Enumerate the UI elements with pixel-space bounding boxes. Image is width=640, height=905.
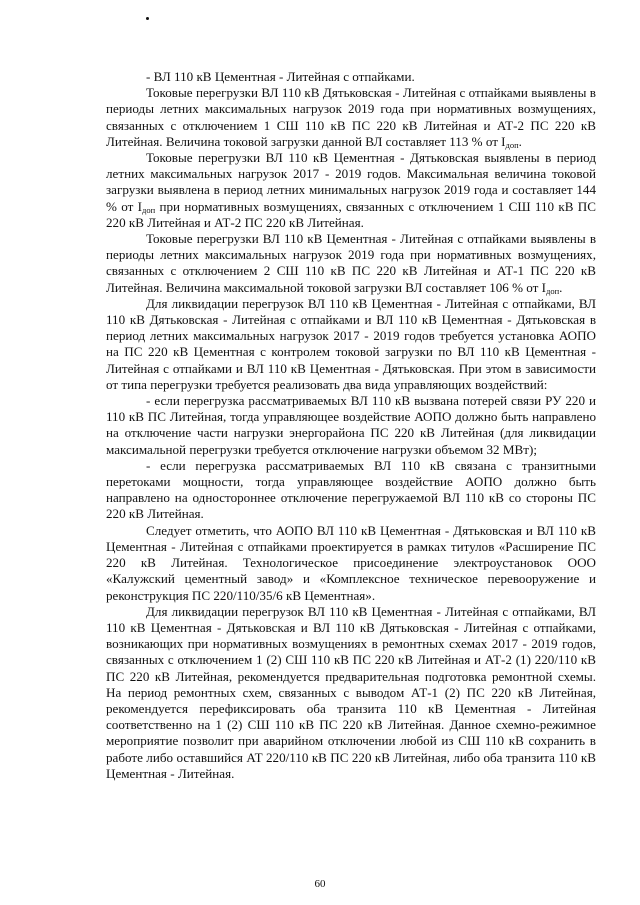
paragraph-1-text: - ВЛ 110 кВ Цементная - Литейная с отпайками. xyxy=(146,69,415,84)
paragraph-2-text: Токовые перегрузки ВЛ 110 кВ Дятьковская - Литейная с отпайками выявлены в периоды летних максимальных нагрузок 2019 года при нормативных возмущениях, связанных с отключением 1 СШ 110 кВ ПС 220 кВ Литейная и АТ-2 ПС 220 кВ Литейная. Величина токовой загрузки данной ВЛ составляет 113 % от I xyxy=(106,85,596,149)
paragraph-3-subscript: доп xyxy=(142,204,156,215)
paragraph-5 xyxy=(106,296,596,393)
paragraph-7 xyxy=(106,458,596,523)
page-number: 60 xyxy=(314,878,326,890)
paragraph-6 xyxy=(106,393,596,458)
paragraph-2-tail: . xyxy=(518,133,522,149)
document-body xyxy=(106,69,596,782)
paragraph-4-text: Токовые перегрузки ВЛ 110 кВ Цементная - Литейная с отпайками выявлены в периоды летних максимальных нагрузок 2019 года при нормативных возмущениях, связанных с отключением 2 СШ 110 кВ ПС 220 кВ Литейная и АТ-1 ПС 220 кВ Литейная. Величина максимальной токовой загрузки ВЛ составляет 106 % от I xyxy=(106,231,596,295)
paragraph-2 xyxy=(106,85,596,150)
paragraph-8-text: Следует отметить, что АОПО ВЛ 110 кВ Цементная - Дятьковская и ВЛ 110 кВ Цементная - Литейная с отпайками проектируется в рамках титулов «Расширение ПС 220 кВ Литейная. Технологическое присоединение электроустановок ООО «Калужский цементный завод» и «Комплексное техническое перевооружение и реконструкция ПС 220/110/35/6 кВ Цементная». xyxy=(106,522,596,603)
paragraph-7-text: - если перегрузка рассматриваемых ВЛ 110 кВ связана с транзитными перетоками мощности, тогда управляющее воздействие АОПО должно быть направлено на одностороннее отключение перегружаемой ВЛ 110 кВ со стороны ПС 220 кВ Литейная. xyxy=(106,457,596,522)
paragraph-5-text: Для ликвидации перегрузок ВЛ 110 кВ Цементная - Литейная с отпайками, ВЛ 110 кВ Дятьковская - Литейная с отпайками и ВЛ 110 кВ Цементная - Дятьковская в период летних максимальных нагрузок 2017 - 2019 годов требуется установка АОПО на ПС 220 кВ Цементная с контролем токовой загрузки по ВЛ 110 кВ Цементная - Литейная с отпайками и ВЛ 110 кВ Цементная - Дятьковская. При этом в зависимости от типа перегрузки требуется реализовать два вида управляющих воздействий: xyxy=(106,295,596,392)
paragraph-4-tail: . xyxy=(559,279,563,295)
paragraph-9-text: Для ликвидации перегрузок ВЛ 110 кВ Цементная - Литейная с отпайками, ВЛ 110 кВ Цементная - Дятьковская и ВЛ 110 кВ Дятьковская - Литейная с отпайками, возникающих при нормативных возмущениях в ремонтных схемах 2017 - 2019 годов, связанных с отключением 1 (2) СШ 110 кВ ПС 220 кВ Литейная и АТ-2 (1) 220/110 кВ ПС 220 кВ Литейная, рекомендуется предварительная подготовка ремонтной схемы. На период ремонтных схем, связанных с выводом АТ-1 (2) ПС 220 кВ Литейная, рекомендуется перефиксировать оба транзита 110 кВ Цементная - Литейная соответственно на 1 (2) СШ 110 кВ ПС 220 кВ Литейная. Данное схемно-режимное мероприятие позволит при аварийном отключении любой из СШ 110 кВ сохранить в работе либо оставшийся АТ 220/110 кВ ПС 220 кВ Литейная, либо оба транзита 110 кВ Цементная - Литейная. xyxy=(106,603,596,781)
paragraph-4 xyxy=(106,231,596,296)
paragraph-2-subscript: доп xyxy=(505,139,519,150)
paragraph-6-text: - если перегрузка рассматриваемых ВЛ 110 кВ вызвана потерей связи РУ 220 и 110 кВ ПС Литейная, тогда управляющее воздействие АОПО должно быть направлено на отключение части нагрузки энергорайона ПС 220 кВ Литейная (для ликвидации максимальной перегрузки требуется отключение нагрузки объемом 32 МВт); xyxy=(106,393,596,457)
paragraph-3 xyxy=(106,150,596,231)
paragraph-4-subscript: доп xyxy=(546,285,560,296)
paragraph-3-text: Токовые перегрузки ВЛ 110 кВ Цементная - Дятьковская выявлены в период летних максимальных нагрузок 2017 - 2019 годов. Максимальная величина токовой загрузки выявлена в период летних минимальных нагрузок 2019 года и составляет 144 % от I xyxy=(106,150,596,214)
scan-mark xyxy=(146,17,149,20)
paragraph-8 xyxy=(106,523,596,604)
paragraph-1 xyxy=(106,69,596,85)
paragraph-3-tail: при нормативных возмущениях, связанных с отключением 1 СШ 110 кВ ПС 220 кВ Литейная и АТ-2 ПС 220 кВ Литейная. xyxy=(106,198,596,230)
paragraph-9 xyxy=(106,604,596,782)
